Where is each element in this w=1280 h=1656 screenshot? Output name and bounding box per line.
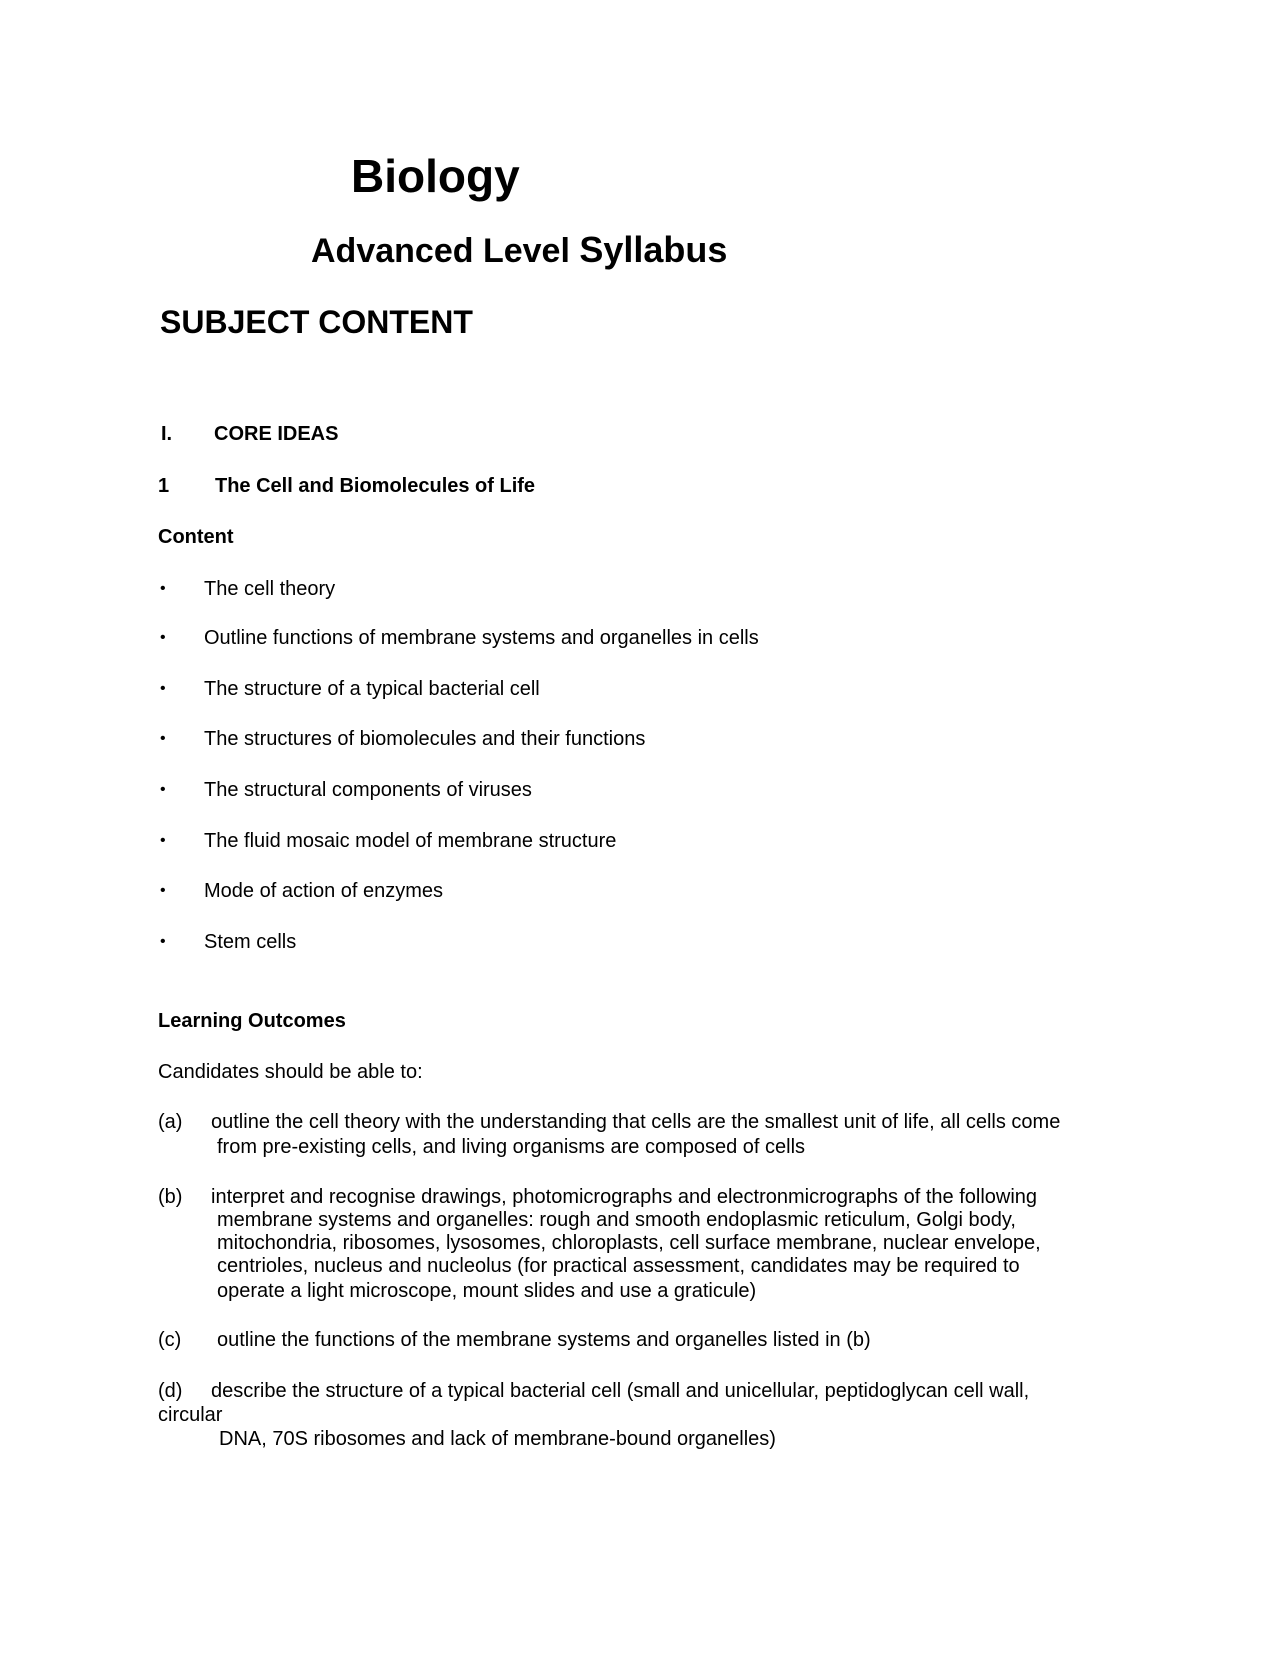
document-title: Biology — [351, 150, 520, 202]
bullet-marker: • — [160, 781, 166, 798]
outcome-label: (c) — [158, 1329, 182, 1351]
outcome-label: (d) — [158, 1380, 183, 1402]
topic-label: The Cell and Biomolecules of Life — [215, 475, 536, 497]
outcome-line: circular — [158, 1404, 223, 1426]
outcome-line: outline the cell theory with the understanding that cells are the smallest unit of life, all cells come — [211, 1111, 1061, 1133]
outcome-label: (a) — [158, 1111, 183, 1133]
bullet-marker: • — [160, 832, 166, 849]
bullet-marker: • — [160, 882, 166, 899]
outcome-line: membrane systems and organelles: rough and smooth endoplasmic reticulum, Golgi body, — [217, 1209, 1016, 1231]
outcome-line: describe the structure of a typical bacterial cell (small and unicellular, peptidoglycan cell wall, — [211, 1380, 1030, 1402]
content-heading: Content — [158, 526, 234, 548]
list-item-text: The structures of biomolecules and their functions — [204, 728, 646, 750]
outcome-line: from pre-existing cells, and living organisms are composed of cells — [217, 1136, 806, 1158]
bullet-marker: • — [160, 933, 166, 950]
outcome-line: DNA, 70S ribosomes and lack of membrane-bound organelles) — [219, 1428, 776, 1450]
bullet-marker: • — [160, 730, 166, 747]
subtitle-part2: Syllabus — [579, 229, 728, 270]
bullet-marker: • — [160, 580, 166, 597]
outcome-line: operate a light microscope, mount slides and use a graticule) — [217, 1280, 757, 1302]
outcome-label: (b) — [158, 1186, 183, 1208]
list-item-text: Stem cells — [204, 931, 297, 953]
topic-number: 1 — [158, 475, 170, 497]
list-item-text: Outline functions of membrane systems and organelles in cells — [204, 627, 759, 649]
list-item-text: The fluid mosaic model of membrane structure — [204, 830, 617, 852]
bullet-marker: • — [160, 680, 166, 697]
learning-outcomes-heading: Learning Outcomes — [158, 1010, 346, 1032]
outcome-line: interpret and recognise drawings, photomicrographs and electronmicrographs of the following — [211, 1186, 1038, 1208]
section-numeral: I. — [161, 423, 173, 445]
subject-content-heading: SUBJECT CONTENT — [160, 304, 473, 340]
bullet-marker: • — [160, 629, 166, 646]
list-item-text: The structure of a typical bacterial cell — [204, 678, 540, 700]
list-item-text: The cell theory — [204, 578, 336, 600]
outcome-line: centrioles, nucleus and nucleolus (for practical assessment, candidates may be required to — [217, 1255, 1020, 1277]
subtitle-part1: Advanced Level — [311, 232, 580, 270]
document-subtitle — [311, 228, 727, 273]
section-label: CORE IDEAS — [214, 423, 339, 445]
outcomes-intro: Candidates should be able to: — [158, 1061, 423, 1083]
list-item-text: Mode of action of enzymes — [204, 880, 444, 902]
outcome-line: outline the functions of the membrane systems and organelles listed in (b) — [217, 1329, 871, 1351]
outcome-line: mitochondria, ribosomes, lysosomes, chloroplasts, cell surface membrane, nuclear envelope, — [217, 1232, 1041, 1254]
list-item-text: The structural components of viruses — [204, 779, 532, 801]
